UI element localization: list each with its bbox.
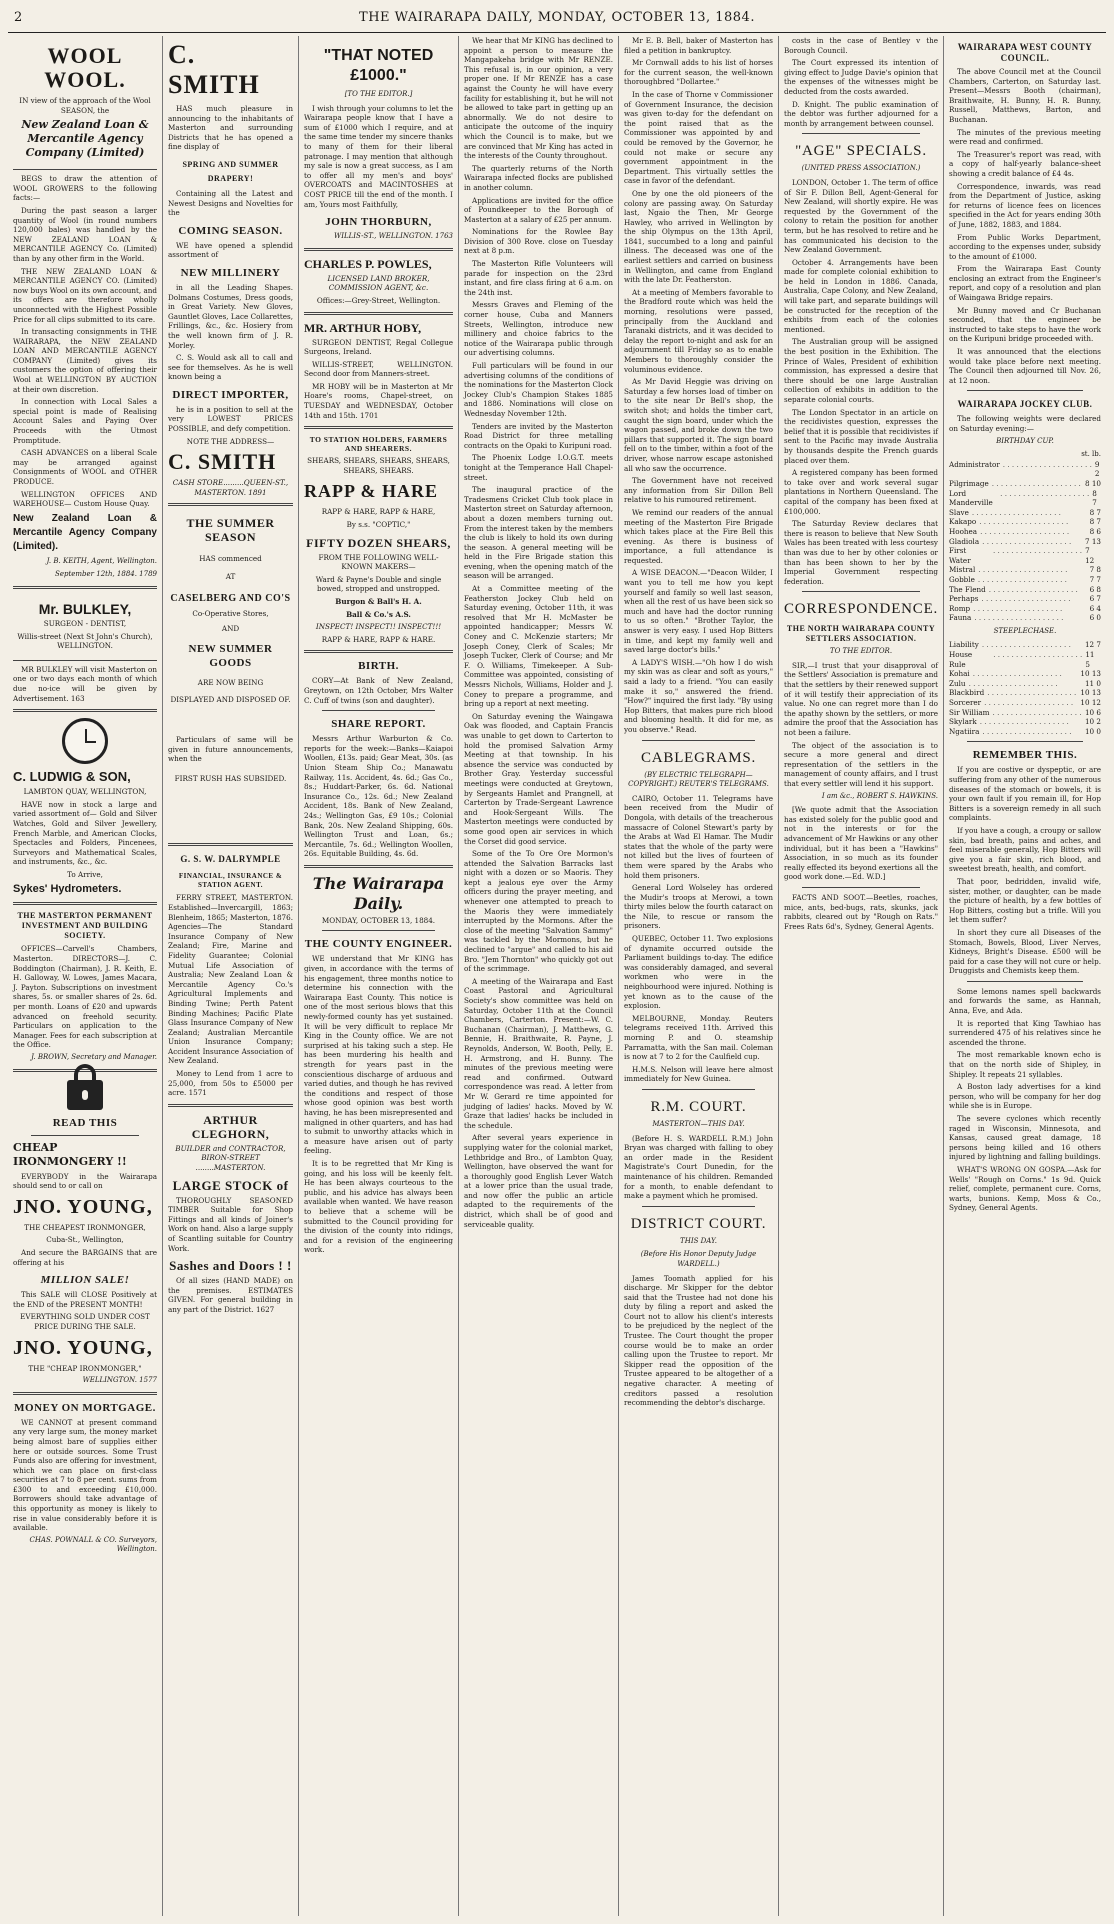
correspondence-title: CORRESPONDENCE. (784, 601, 939, 618)
wool-text: In transacting consignments in THE WAIRARAPA, the NEW ZEALAND LOAN AND MERCANTILE AGENCY COMPANY (Limited) gives its customers the option of offering their Wool at WELLINGTON BY AUCTION at their own discretion. (13, 327, 157, 394)
wool-title: WOOL WOOL. (44, 43, 126, 92)
horse-weight: 10 0 (1084, 726, 1101, 736)
weight-row: Romp . . . . . . . . . . . . . . . . . . . . 6 4 (949, 603, 1101, 613)
weight-row: Lord Manderville . . . . . . . . . . . . . . . . . . . . 8 7 (949, 489, 1101, 508)
remember-this-text: If you are costive or dyspeptic, or are suffering from any other of the numerous diseases of the stomach or bowels, it is your own fault if you remain ill, for Hop Bitters is a sovereign remedy in all such complaints. (949, 765, 1101, 823)
young-subtitle: THE "CHEAP IRONMONGER," (28, 1363, 142, 1373)
county-engineer-text: WE understand that Mr KING has given, in accordance with the terms of his engagement, three months notice to determine his connection with the Wairarapa East County. This notice is one of the most serious blows that this newly-formed county has yet sustained. It will be very difficult to replace Mr King in the County office. We are not surprised at his taking such a step. He has been murdering his health and strength for years past in the conscientious discharge of arduous and varied duties, and though he has revived the conditions and respect of those whose good opinion was best worth having, he has been misrepresented and maligned in other quarters, and has had to submit to unworthy attacks which in a measure have arisen out of party feeling. (304, 954, 453, 1156)
news-item: Mr E. B. Bell, baker of Masterton has filed a petition in bankruptcy. (624, 36, 773, 55)
horse-name: Sir William (949, 707, 990, 717)
weight-row: Kakapo . . . . . . . . . . . . . . . . . . . . 8 7 (949, 517, 1101, 527)
remember-this-title: REMEMBER THIS. (972, 749, 1078, 762)
correspondence-note: [We quote admit that the Association has existed solely for the public good and not in the interests or for the advancement of Mr Hawkins or any other individual, but it has been a "Hawkins" Association, in so much as its founder really effected its beyond exertions all the good work done.—Ed. W.D.] (784, 805, 938, 882)
county-council-text: The minutes of the previous meeting were read and confirmed. (949, 127, 1101, 147)
correspondence-text: SIR,—I trust that your disapproval of the Settlers' Association is premature and that the settlers by their renewed support of it will testify their appreciation of its value. No one can regret more than I do the apathy shown by the settlers, or more admire the proof that the Association has not been a failure. (784, 660, 938, 738)
news-item: In the case of Thorne v Commissioner of Government Insurance, the decision was given to-day for the defendant on the point raised that as the Commissioner was appointed by and could be removed by the Governor, he could not make or secure any government appointment in the Department. This virtually settles the case in favor of the defendant. (624, 89, 773, 186)
birthday-cup-title: BIRTHDAY CUP. (996, 436, 1054, 445)
horse-weight: 6 0 (1089, 613, 1101, 623)
horse-name: Kohai (949, 669, 970, 679)
steeplechase-table (949, 640, 1101, 736)
wool-text: In connection with Local Sales a special point is made of Realising Account Sales and Paying Over Proceeds with the Utmost Promptitude. (13, 397, 157, 445)
weights-unit: st. lb. (1081, 450, 1101, 459)
column-6 (778, 36, 943, 1916)
news-item: Nominations for the Rowlee Bay Division of 300 Rove. close on Tuesday next at 8 p.m. (464, 227, 613, 256)
county-council-text: The Treasurer's report was read, with a copy of half-yearly balance-sheet showing a credit balance of £4 4s. (949, 149, 1101, 178)
news-item: As Mr David Heggie was driving on Saturday a few horses load of timber on to the site near Dr Bell's shop, the switch shot; and holds the timber cart, caught the sign board, under which the wagon passed, and broke down the two pillars that supported it. The sign board fell on to the timber, within a foot of the driver, whose narrow escape astonished all who saw the occurrence. (624, 377, 773, 473)
horse-weight: 10 6 (1084, 707, 1101, 717)
rapp-hare-text: FROM THE FOLLOWING WELL-KNOWN MAKERS— (318, 552, 439, 572)
county-council-text: Correspondence, inwards, was read from the Department of Justice, asking for returns of licence fees on licences specified in the Act for years ending 30th of June, 1882, 1883, and 1884. (949, 181, 1101, 229)
newspaper-masthead (8, 6, 1106, 33)
horse-name: Administrator (949, 459, 1000, 469)
smith-drapery: SPRING AND SUMMER DRAPERY! (182, 159, 279, 183)
county-council-title: WAIRARAPA WEST COUNTY COUNCIL. (957, 42, 1093, 63)
district-court-text: James Toomath applied for his discharge. Mr Skipper for the debtor said that the Trustee had not done his duty by filing a report and asked the Court not to allow his client's interests to be prejudiced by the neglect of the Trustee. The Court thought the proper course would be to make an order calling upon the Trustee to report. Mr Skipper read the opposition of the Trustee appeared to be altogether of a negative character. A meeting of creditors passed a resolution recommending the debtor's discharge. (624, 1273, 773, 1408)
horse-weight: 11 5 (1085, 650, 1095, 669)
weight-row: Kohai . . . . . . . . . . . . . . . . . . . . 10 13 (949, 669, 1101, 679)
hoby-text: WILLIS-STREET, WELLINGTON. Second door from Manners-street. (304, 359, 453, 379)
horse-name: Skylark (949, 717, 977, 727)
horse-weight: 7 7 (1089, 574, 1101, 584)
noted-text: I wish through your columns to let the Wairarapa people know that I have a sum of £1000 which I require, and at the same time tender my sincere thanks to many of them for their liberal patronage. I may mention that although my sale is now a great success, as I am to offer all my men's and boys' OVERCOATS and MACINTOSHES at COST PRICE till the end of the month. I am, Yours most Faithfully, (304, 103, 453, 209)
county-council-text: It was announced that the elections would take place before next meeting. The Council then adjourned till Nov. 26, at 12 noon. (949, 347, 1101, 385)
weight-row: The Flend . . . . . . . . . . . . . . . . . . . . 6 8 (949, 584, 1101, 594)
smith-name: C. SMITH (168, 449, 277, 475)
wool-intro: IN view of the approach of the Wool SEASON, the (19, 96, 151, 115)
column-3 (298, 36, 458, 1916)
horse-name: Mistral (949, 565, 976, 575)
news-item: The severe cyclones which recently raged in Wisconsin, Minnesota, and Kansas, caused great damage, 18 persons being killed and 16 others injured by lightning and falling buildings. (949, 1114, 1101, 1162)
young-text: And secure the BARGAINS that are offering at his (13, 1247, 157, 1267)
shears-list: SHEARS, SHEARS, SHEARS, SHEARS, SHEARS, SHEARS. (307, 456, 450, 475)
weight-row: Sir William . . . . . . . . . . . . . . . . . . . . 10 6 (949, 707, 1101, 717)
weight-row: Perhaps . . . . . . . . . . . . . . . . . . . . 6 7 (949, 594, 1101, 604)
cablegram-item: MELBOURNE, Monday. Reuters telegrams received 11th. Arrived this morning P. and O. steamship Parramatta, with the San mail. Coleman is now at 7 to 2 for the Caulfield cup. (624, 1013, 773, 1062)
news-item: One by one the old pioneers of the colony are passing away. On Saturday last, Ngaio the Then, Mr George Hawley, who arrived in Wellington by the ship Olympus on the 13th April, 1841, succumbed to a long and painful illness. The deceased was one of the earliest settlers and carried on business in Wellington, and came from England with the late Dr. Featherston. (624, 188, 773, 285)
county-engineer-title: THE COUNTY ENGINEER. (304, 938, 453, 951)
horse-name: Lord Manderville (949, 488, 993, 508)
horse-weight: 11 0 (1084, 678, 1101, 688)
age-special-item: LONDON, October 1. The term of office of Sir F. Dillon Bell, Agent-General for New Zealand, will shortly expire. He was requested by the Government of the colony to retain the position for another term, but he has resolved to retire and he has communicated his decision to the New Zealand Government. (784, 177, 938, 255)
bulkley-advertisement (13, 595, 157, 661)
weight-row: Sorcerer . . . . . . . . . . . . . . . . . . . . 10 12 (949, 698, 1101, 708)
horse-name: Pilgrimage (949, 478, 989, 488)
dalrymple-text: FERRY STREET, MASTERTON. Established—Invercargill, 1863; Blenheim, 1865; Masterton, 1876. Agencies—The Standard Insurance Company of New Zealand; Fire, Marine and Fidelity Guarantee; Colonial Mutual Life Association of Australia; New Zealand Loan & Mercantile Agency Co.'s Agricultural Implements and Binding Twine; Perth Patent Binding Machines; Pacific Plate Glass Insurance Company of New Zealand; Australian Mercantile Union Insurance Company; Accident Insurance Association of New Zealand. (168, 893, 293, 1066)
county-council-text: The above Council met at the Council Chambers, Carterton, on Saturday last. Present—Messrs Booth (chairman), Braithwaite, H. Bunny, H. R. Bunny, Russell, Matthews, Barton, and Buchanan. (949, 67, 1101, 124)
ludwig-title: C. LUDWIG & SON, (13, 769, 131, 785)
horse-weight: 7 8 (1089, 565, 1101, 575)
rapp-hare-inspect: INSPECT! INSPECT!! INSPECT!!! (315, 622, 442, 632)
horse-weight: 8 7 (1089, 517, 1101, 527)
smith-season: COMING SEASON. (178, 224, 283, 237)
rm-court-title: R.M. COURT. (650, 1098, 747, 1115)
news-item: A Boston lady advertises for a kind person, who will be company for her dog while she is in Europe. (949, 1082, 1101, 1111)
news-item: The Court expressed its intention of giving effect to Judge Davie's opinion that the expenses of the witnesses might be deducted from the costs awarded. (784, 58, 938, 96)
cheap-ironmongery-title: CHEAP IRONMONGERY !! (13, 1140, 127, 1168)
jockey-club-intro: The following weights were declared on Saturday evening:— (949, 414, 1101, 433)
cablegram-item: CAIRO, October 11. Telegrams have been received from the Mudir of Dongola, with details of the treacherous massacre of Colonel Stewart's party by the Arabs at Wad El Hamar. The Mudir states that the whole of the party were not killed but the lives of fourteen of them were spared by the Arabs who hold them prisoners. (624, 793, 773, 880)
weight-row: Skylark . . . . . . . . . . . . . . . . . . . . 10 2 (949, 717, 1101, 727)
horse-weight: 9 2 (1094, 459, 1100, 479)
young-text: EVERYTHING SOLD UNDER COST PRICE DURING THE SALE. (20, 1312, 150, 1331)
horse-name: First Water (949, 546, 971, 565)
wool-text: CASH ADVANCES on a liberal Scale may be arranged against Consignments of WOOL and OTHER PRODUCE. (13, 448, 157, 486)
smith-text: WE have opened a splendid assortment of (168, 240, 293, 260)
news-item: Some of the To Ore Ore Mormon's attended the Salvation Barracks last night with a dozen or so Maoris. They kept a jealous eye over the Army officers during the prayer meeting, and whenever one attempted to preach to the Maoris they were immediately interrupted by the Mormons. After the close of the meeting "Salvation Sammy" was tackled by the Mormons, but he declined to "argue" and called to his aid Bro. "Jem Thornton" who quickly got out of the scrimmage. (464, 849, 613, 974)
smith-text: Containing all the Latest and Newest Designs and Novelties for the (168, 188, 293, 218)
dalrymple-loan: Money to Lend from 1 acre to 25,000, from 50s to £5000 per acre. 1571 (168, 1069, 293, 1098)
caselberg-and: AND (221, 624, 240, 634)
age-special-item: October 4. Arrangements have been made for complete colonial exhibition to be held in London in 1886. Canada, Australia, Cape Colony, and New Zealand, will take part, and separate buildings will be constructed for the reception of the exhibits from each of the colonies mentioned. (784, 257, 938, 334)
horse-name: Perhaps (949, 594, 979, 604)
correspondence-to: TO THE EDITOR. (829, 647, 893, 656)
cleghorn-title: ARTHUR CLEGHORN, (191, 1112, 270, 1141)
weight-row: Administrator . . . . . . . . . . . . . . . . . . . . 9 2 (949, 459, 1100, 479)
summer-at: AT (225, 572, 236, 582)
noted-title: "THAT NOTED £1000." (323, 47, 434, 84)
bulkley-text: MR BULKLEY will visit Masterton on one or two days each month of which due no-ice will be given by Advertisement. 163 (13, 664, 157, 703)
cheap-ironmongery-text: EVERYBODY in the Wairarapa should send to or call on (13, 1171, 157, 1191)
steeplechase-title: STEEPLECHASE. (993, 626, 1057, 635)
weight-row: Liability . . . . . . . . . . . . . . . . . . . . 12 7 (949, 640, 1101, 650)
news-item: Mr Cornwall adds to his list of horses for the current season, the well-known thoroughbred "Dollartee." (624, 58, 773, 87)
smith-title: C. SMITH (168, 40, 260, 99)
news-item: The quarterly returns of the North Wairarapa infected flocks are published in another column. (464, 163, 613, 192)
weight-row: Pilgrimage . . . . . . . . . . . . . . . . . . . . 8 10 (949, 478, 1101, 488)
ludwig-text: HAVE now in stock a large and varied assortment of— Gold and Silver Watches, Gold and Silver Jewellery, French Marble, and American Clocks, Spectacles and Folders, Pincenees, Surveyors and Mathematical Scales, and instruments, &c., &c. (13, 799, 157, 867)
cleghorn-sashes: Sashes and Doors ! ! (169, 1258, 292, 1274)
hoby-text: SURGEON DENTIST, Regal Collegue Surgeons, Ireland. (304, 337, 453, 357)
horse-name: Fauna (949, 613, 972, 623)
district-court-before: (Before His Honor Deputy Judge WARDELL.) (640, 1250, 757, 1268)
horse-name: Liability (949, 640, 979, 650)
summer-text: HAS commenced (199, 554, 262, 564)
horse-name: Sorcerer (949, 698, 982, 708)
young-name: JNO. YOUNG, (13, 1195, 153, 1218)
money-title: MONEY ON MORTGAGE. (14, 1401, 156, 1414)
horse-weight: 6 7 (1089, 594, 1101, 604)
wool-advertisement (13, 36, 157, 170)
page-number: 2 (14, 10, 23, 25)
horse-weight: 12 7 (1084, 640, 1101, 650)
young-name: JNO. YOUNG, (13, 1336, 153, 1359)
young-sale: MILLION SALE! (40, 1274, 130, 1287)
birth-title: BIRTH. (358, 660, 399, 673)
rapp-hare-subtitle: RAPP & HARE, RAPP & HARE, (321, 507, 436, 517)
birth-text: CORY—At Bank of New Zealand, Greytown, on 12th October, Mrs Walter C. Cuff of twins (son and daughter). (304, 676, 453, 705)
wool-firm: New Zealand Loan & Mercantile Agency Company (Limited) (21, 118, 149, 160)
young-subtitle: THE CHEAPEST IRONMONGER, (24, 1222, 146, 1232)
rapp-hare-title: RAPP & HARE (304, 481, 438, 502)
remember-this-text: If you have a cough, a croupy or sallow skin, bad breath, pains and aches, and feel miserable generally, Hop Bitters will give you a fair skin, rich blood, and sweetest breath, health, and comfort. (949, 825, 1101, 874)
powles-title: CHARLES P. POWLES, (304, 256, 432, 271)
wool-signature: J. B. KEITH, Agent, Wellington. (46, 556, 157, 565)
news-item: A WISE DEACON.—"Deacon Wilder, I want you to tell me how you kept yourself and family so well last season, when all the rest of us have been sick so much and have had the doctor running to us so often." "Brother Taylor, the answer is very easy. I used Hop Bitters in time, and kept my family well and saved large doctor's bills." (624, 568, 773, 655)
age-special-item: A registered company has been formed to take over and work several sugar plantations in Northern Queensland. The capital of the company has been fixed at £100,000. (784, 468, 938, 516)
horse-name: The Flend (949, 584, 986, 594)
news-item: At a meeting of Members favorable to the Bradford route which was held the morning, resolutions were passed, principally from the Auckland and Taranaki districts, and it was decided to delay the report to-night and ask for an adjournment till Friday so as to enable Members to thoroughly consider the voluminous evidence. (624, 287, 773, 374)
newspaper-date: MONDAY, OCTOBER 13, 1884. (321, 915, 436, 925)
horse-name: Slave (949, 507, 969, 517)
rapp-hare-text: By s.s. "COPTIC," (346, 520, 411, 530)
weight-row: Mistral . . . . . . . . . . . . . . . . . . . . 7 8 (949, 565, 1101, 575)
masthead-title: THE WAIRARAPA DAILY, MONDAY, OCTOBER 13, 1884. (359, 10, 755, 25)
county-engineer-text: It is to be regretted that Mr King is going, and his loss will be keenly felt. He has been always courteous to the public, and his advice has always been available when wanted. We have reason to believe that a scheme will be submitted to the Council providing for the division of the county into ridings, and for a revision of the engineering work. (304, 1158, 453, 1255)
news-item: WHAT'S WRONG ON GOSPA.—Ask for Wells' "Rough on Corns." 1s 9d. Quick relief, complete, permanent cure. Corns, warts, bunions. Kemp, Moss & Co., Sydney, General Agents. (949, 1164, 1101, 1213)
watch-icon (62, 718, 108, 764)
money-signature: CHAS. POWNALL & CO. Surveyors, Wellington. (29, 1535, 157, 1554)
horse-name: Zulu (949, 678, 966, 688)
rapp-hare-footer: RAPP & HARE, RAPP & HARE. (321, 634, 436, 644)
smith-text: HAS much pleasure in announcing to the inhabitants of Masterton and surrounding Districts that he has opened a fine display of (168, 104, 293, 152)
age-special-item: The London Spectator in an article on the recidivistes question, expresses the belief that it is possible that recidivistes if sent to the Pacific may invade Australia by thousands despite the French guards placed over them. (784, 407, 938, 465)
mpib-title: THE MASTERTON PERMANENT INVESTMENT AND BUILDING SOCIETY. (17, 911, 153, 941)
remember-this-text: That poor, bedridden, invalid wife, sister, mother, or daughter, can be made the picture of health, by a few bottles of Hop Bitters, costing but a trifle. Will you let them suffer? (949, 876, 1101, 925)
horse-name: Gobble (949, 574, 975, 584)
horse-weight: 8 6 (1089, 526, 1101, 536)
wool-text: BEGS to draw the attention of WOOL GROWERS to the following facts:— (13, 174, 157, 203)
horse-name: Kakapo (949, 517, 977, 527)
smith-direct-importer: DIRECT IMPORTER, (172, 388, 289, 401)
news-item: We remind our readers of the annual meeting of the Masterton Fire Brigade which takes place at the Fire Bell this evening. As there is business of importance, a full attendance is requested. (624, 507, 773, 565)
smith-address-note: NOTE THE ADDRESS— (186, 436, 275, 446)
horse-weight: 10 13 (1080, 669, 1101, 679)
rapp-hare-makers: Ward & Payne's Double and single bowed, stropped and unstropped. (315, 574, 442, 594)
wool-text: THE NEW ZEALAND LOAN & MERCANTILE AGENCY CO. (Limited) now buys Wool on its own account, and its offers are therefore wholly unconnected with the Highest Possible Price for all clips submitted to its care. (13, 266, 157, 324)
wool-text: During the past season a larger quantity of Wool (in round numbers 120,000 bales) was handled by the NEW ZEALAND LOAN & MERCANTILE AGENCY Co. (Limited) than by any other firm in the World. (13, 205, 157, 263)
column-1 (8, 36, 162, 1916)
wool-address: WELLINGTON OFFICES AND WAREHOUSE— Custom House Quay. (13, 489, 157, 509)
noted-address: WILLIS-ST., WELLINGTON. 1763 (334, 232, 453, 241)
caselberg-text: DISPLAYED AND DISPOSED OF. (170, 695, 291, 705)
rapp-hare-makers: Burgon & Ball's H. A. (335, 597, 422, 606)
share-report-text: Messrs Arthur Warburton & Co. reports for the week:—Banks—Kaiapoi Woollen, £13s. paid; Gear Meat, 30s. (as Union Steam Ship Co.; Manawatu Railway, 11s. Accident, 4s. 6d.; Gas Co., 8s.; Huddart-Parker, 6s. 6d. National Insurance Co., 12s. 6d.; New Zealand Accident, 18s. Bank of New Zealand, 24s.; Wellington Gas, £9 10s.; Colonial Bank, 20s. New Zealand Shipping, 60s. Wellington Trust and Loan, 6s.; Mercantile, 7s. 6d.; Wellington Woollen, 26s. Equitable Building, 4s. 6d. (304, 734, 453, 859)
wool-date: September 12th, 1884. 1789 (55, 570, 157, 579)
young-address: Cuba-St., Wellington, (46, 1235, 124, 1245)
column-7 (943, 36, 1106, 1916)
ludwig-footer: Sykes' Hydrometers. (13, 883, 122, 896)
weight-row: Gladiola . . . . . . . . . . . . . . . . . . . . 7 13 (949, 536, 1101, 546)
shears-title: TO STATION HOLDERS, FARMERS AND SHEARERS. (309, 435, 448, 454)
young-text: This SALE will CLOSE Positively at the END of the PRESENT MONTH! (13, 1290, 157, 1309)
horse-name: Hoohea (949, 526, 978, 536)
cablegrams-title: CABLEGRAMS. (640, 749, 757, 766)
district-court-subtitle: THIS DAY. (680, 1236, 717, 1245)
county-council-text: From Public Works Department, according to the expenses under, subsidy to the amount of £1000. (949, 232, 1101, 261)
mpib-signature: J. BROWN, Secretary and Manager. (31, 1053, 157, 1061)
cablegram-item: General Lord Wolseley has ordered the Mudir's troops at Merowi, a town thirty miles below the fourth cataract on the Nile, to rescue or ransom the prisoners. (624, 883, 773, 931)
horse-weight: 10 2 (1084, 717, 1101, 727)
facts-item: FACTS AND SOOT.—Beetles, roaches, mice, ants, bed-bugs, rats, skunks, jack rabbits, cleared out by "Rough on Rats." Frees Rats 6d's, Sydney, General Agents. (784, 892, 938, 931)
county-council-text: From the Wairarapa East County enclosing an extract from the Engineer's report, and copy of a resolution and plan of Waingawa Bridge repairs. (949, 264, 1101, 303)
news-item: Full particulars will be found in our advertising columns of the conditions of the nominations for the Masterton Clock Jockey Club's Champion Stakes 1885 and 1886. Nominations will close on Wednesday November 12th. (464, 361, 613, 418)
cablegram-item: QUEBEC, October 11. Two explosions of dynamite occurred outside the Parliament buildings to-day. The edifice was considerably damaged, and several workmen who were in the neighbourhood were injured. Nothing is yet known as to the cause of the explosion. (624, 934, 773, 1011)
age-special-item: The Australian group will be assigned the best position in the Exhibition. The Prince of Wales, President of exhibition commission, has expressed a desire that there should be one large Australian collection of exhibits in addition to the separate colonial courts. (784, 337, 938, 404)
news-item: Some lemons names spell backwards and forwards the same, as Hannah, Anna, Eve, and Ada. (949, 986, 1101, 1016)
news-item: A meeting of the Wairarapa and East Coast Pastoral and Agricultural Society's show committee was held on Saturday, October 11th at the Council Chambers, Carterton. Present:—W. C. Buchanan (Chairman), J. Matthews, G. Bennie, H. Braithwaite, R. Payne, J. Reynolds, Anderson, W. Booth, Pelly, E. H. Armstrong, and H. Bunny. The minutes of the previous meeting were read and confirmed. Outward correspondence was read. A letter from Mr W. Gerard re time appointed for judging of ladies' hacks. Moved by W. Graze that ladies' hacks be included in the schedule. (464, 976, 613, 1130)
cleghorn-text: Of all sizes (HAND MADE) on the premises. ESTIMATES GIVEN. For general building in any part of the District. 1627 (168, 1276, 293, 1314)
horse-name: Romp (949, 603, 971, 613)
news-item: Applications are invited for the office of Poundkeeper to the Borough of Masterton at a salary of £25 per annum. (464, 195, 613, 224)
age-special-item: The Saturday Review declares that there is reason to believe that New South Wales has been treated with less courtesy than was due to her by other colonies or than has been shown to her by the Imperial Government respecting federation. (784, 519, 938, 586)
column-5 (618, 36, 778, 1916)
powles-subtitle: LICENSED LAND BROKER, COMMISSION AGENT, &c. (327, 273, 430, 293)
bulkley-title: Mr. BULKLEY, (38, 600, 132, 617)
news-item: After several years experience in supplying water for the colonial market, Lethbridge and Bro., of Lambton Quay, Wellington, have observed the want for a thoroughly good English Lever Watch at a lower price than the usual trade, and now offer the public an article adapted to the requirements of the district, which shall be of good and serviceable quality. (464, 1133, 613, 1229)
caselberg-subtitle: Co-Operative Stores, (192, 608, 269, 618)
bulkley-address: Willis-street (Next St John's Church), WELLINGTON. (17, 631, 153, 651)
caselberg-text: ARE NOW BEING (197, 677, 264, 687)
caselberg-text: Particulars of same will be given in future announcements, when the (168, 735, 293, 764)
horse-weight: 8 7 (1089, 507, 1101, 517)
horse-weight: 7 12 (1085, 546, 1095, 565)
weight-row: House Rule . . . . . . . . . . . . . . . . . . . . 11 5 (949, 650, 1101, 669)
news-item: The Masterton Rifle Volunteers will parade for inspection on the 23rd instant, and fire class firing at 6 a.m. on the 24th inst. (464, 259, 613, 297)
horse-weight: 8 10 (1084, 478, 1101, 488)
weight-row: Ngatiira . . . . . . . . . . . . . . . . . . . . 10 0 (949, 726, 1101, 736)
powles-address: Offices:—Grey-Street, Wellington. (316, 295, 441, 305)
newspaper-nameplate: The Wairarapa Daily. (312, 873, 445, 913)
noted-signature: JOHN THORBURN, (325, 216, 432, 229)
horse-weight: 10 12 (1080, 698, 1101, 708)
smith-text: he is in a position to sell at the very LOWEST PRICES POSSIBLE, and defy competition. (168, 404, 293, 434)
county-council-text: Mr Bunny moved and Cr Buchanan seconded, that the engineer be instructed to take steps to have the work on the Kuripuni bridge proceeded with. (949, 305, 1101, 344)
smith-footer: CASH STORE.........QUEEN-ST., MASTERTON. 1891 (172, 478, 289, 497)
bulkley-subtitle: SURGEON - DENTIST, (43, 618, 127, 628)
weight-row: Gobble . . . . . . . . . . . . . . . . . . . . 7 7 (949, 574, 1101, 584)
smith-text: in all the Leading Shapes. Dolmans Costumes, Dress goods, in Great Variety. New Gloves, Gauntlet Gloves, Lace Collarettes, Frillings, &c., &c. Hosiery from the well known firm of J. R. Morley. (168, 282, 293, 350)
cablegrams-subtitle: (BY ELECTRIC TELEGRAPH—COPYRIGHT.) REUTER'S TELEGRAMS. (628, 770, 769, 789)
cablegram-item: H.M.S. Nelson will leave here almost immediately for New Guinea. (624, 1064, 773, 1084)
news-item: D. Knight. The public examination of the debtor was further adjourned for a month by arrangement between counsel. (784, 99, 938, 128)
news-item: We hear that Mr KING has declined to appoint a person to measure the Mangapakeha bridge with Mr RENZE. This refusal is, in our opinion, a very proper one. If Mr RENZE has a case against the County he will have every facility for establishing it, but he will not be allowed to take part in getting up an abnormally. We do not desire to anticipate the outcome of the inquiry which the Council is to make, but we are convinced that Mr King has acted in the interests of the County throughout. (464, 36, 613, 161)
ludwig-arrive: To Arrive, (67, 869, 103, 879)
news-item: It is reported that King Tawhiao has surrendered 475 of his relatives since he ascended the throne. (949, 1018, 1101, 1047)
cleghorn-subtitle: BUILDER and CONTRACTOR, BIRON-STREET ........MASTERTON. (175, 1143, 286, 1173)
hoby-title: MR. ARTHUR HOBY, (304, 320, 422, 335)
horse-name: House Rule (949, 650, 973, 669)
column-2 (162, 36, 298, 1916)
horse-name: Blackbird (949, 688, 985, 698)
horse-name: Ngatiira (949, 726, 980, 736)
weight-row: Slave . . . . . . . . . . . . . . . . . . . . 8 7 (949, 507, 1101, 517)
column-4 (458, 36, 618, 1916)
weight-row: Hoohea . . . . . . . . . . . . . . . . . . . . 8 6 (949, 526, 1101, 536)
caselberg-title: CASELBERG AND CO'S (170, 592, 291, 604)
weight-row: Zulu . . . . . . . . . . . . . . . . . . . . 11 0 (949, 678, 1101, 688)
noted-to-editor: [TO THE EDITOR.] (344, 90, 413, 98)
correspondence-signature: I am &c., ROBERT S. HAWKINS. (821, 791, 938, 800)
news-item: A LADY'S WISH.—"Oh how I do wish my skin was as clear and soft as yours," said a lady to a friend. "You can easily make it so," answered the friend. "How?" inquired the first lady. "By using Hop Bitters, that makes pure rich blood and blooming health. It did for me, as you observe." Read. (624, 657, 773, 734)
share-report-title: SHARE REPORT. (331, 718, 426, 731)
smith-text: C. S. Would ask all to call and see for themselves. As he is well known being a (168, 353, 293, 382)
horse-weight: 10 13 (1080, 688, 1101, 698)
horse-weight: 7 13 (1084, 536, 1101, 546)
news-item: Tenders are invited by the Masterton Road District for three metalling contracts on the Opaki to Kuripuni road. (464, 421, 613, 450)
rm-court-subtitle: MASTERTON—THIS DAY. (652, 1119, 745, 1128)
age-specials-subtitle: (UNITED PRESS ASSOCIATION.) (801, 164, 921, 173)
news-item: On Saturday evening the Waingawa Oak was flooded, and Captain Francis was unable to get down to Carterton to hold the promised Salvation Army Meeting at that township. In his absence the service was conducted by Brother Gray. Yesterday successful meetings were conducted at Greytown, by Sergeants Hamlet and Prangnell, at Carterton by Trade-Sergeant Lawrence and Hook-Sergeant Wills. The Masterton meetings were conducted by some good open air services in which the Corset did good service. (464, 711, 613, 846)
correspondence-text: The object of the association is to secure a more general and direct representation of the settlers in the management of county affairs, and I trust that every settler will lend it his support. (784, 740, 938, 788)
wool-signature-firm: New Zealand Loan & Mercantile Agency Company (Limited). (13, 512, 157, 552)
hoby-text: MR HOBY will be in Masterton at Mr Hoare's rooms, Chapel-street, on TUESDAY and WEDNESDAY, October 14th and 15th. 1701 (304, 381, 453, 420)
weight-row: Fauna . . . . . . . . . . . . . . . . . . . . 6 0 (949, 613, 1101, 623)
news-item: The Government have not received any information from Sir Dillon Bell relative to his rumoured retirement. (624, 476, 773, 505)
horse-weight: 8 7 (1092, 488, 1097, 508)
weight-row: Blackbird . . . . . . . . . . . . . . . . . . . . 10 13 (949, 688, 1101, 698)
news-item: The Phoenix Lodge I.O.G.T. meets tonight at the Temperance Hall Chapel-street. (464, 453, 613, 482)
news-item: The most remarkable known echo is that on the north side of Shipley, in Shipley. It repeats 21 syllables. (949, 1050, 1101, 1079)
news-item: At a Committee meeting of the Featherston Jockey Club held on Saturday evening, October 11th, it was resolved that Mr H. McMaster be appointed handicapper; Messrs W. Coney and C. McKenzie starters; Mr Joseph Coney, Clerk of Scales; Mr Joseph Tucker, Clerk of Course; and Mr F. O. Williams, Timekeeper. A Sub-Committee was appointed, consisting of Messrs Nichols, Williams, Holder and J. Coney to prepare a programme, and bring up a report at next meeting. (464, 584, 613, 709)
fifty-dozen-shears: FIFTY DOZEN SHEARS, (306, 535, 451, 550)
ludwig-address: LAMBTON QUAY, WELLINGTON, (23, 787, 147, 797)
read-this-title: READ THIS (52, 1116, 118, 1129)
cleghorn-stock: LARGE STOCK of (172, 1177, 289, 1193)
remember-this-text: In short they cure all Diseases of the Stomach, Bowels, Blood, Liver Nerves, Kidneys, Bright's Disease. £500 will be paid for a case they will not cure or help. Druggists and Chemists keep them. (949, 927, 1101, 976)
weight-row: First Water . . . . . . . . . . . . . . . . . . . . 7 12 (949, 546, 1101, 565)
horse-weight: 6 8 (1089, 584, 1101, 594)
horse-weight: 6 4 (1089, 603, 1101, 613)
summer-title: THE SUMMER SEASON (186, 516, 275, 545)
new-summer-goods: NEW SUMMER GOODS (188, 642, 273, 669)
birthday-cup-table (949, 460, 1101, 623)
dalrymple-subtitle: FINANCIAL, INSURANCE & STATION AGENT. (178, 872, 283, 890)
age-specials-title: "AGE" SPECIALS. (795, 143, 927, 160)
young-address: WELLINGTON. 1577 (82, 1376, 157, 1385)
district-court-title: DISTRICT COURT. (630, 1215, 767, 1232)
rapp-hare-makers: Ball & Co.'s A.S. (346, 609, 411, 619)
correspondence-subtitle: THE NORTH WAIRARAPA COUNTY SETTLERS ASSOCIATION. (786, 624, 936, 644)
news-item: The inaugural practice of the Tradesmens Cricket Club took place in Masterton street on Saturday afternoon, about a dozen members turning out. From the interest taken by the members the club is likely to hold its own during the season. A general meeting will be held in the Fire Brigade station this evening, when the opening match of the season will be arranged. (464, 485, 613, 581)
rm-court-text: (Before H. S. WARDELL R.M.) John Bryan was charged with falling to obey an order made in the Resident Magistrate's Court Dunedin, for the maintenance of his children. Remanded for a month, to enable defendant to make a payment which he promised. (624, 1133, 773, 1201)
money-text: WE CANNOT at present command any very large sum, the money market being almost bare of supplies either here or outside sources. Some Trust Funds also are offering for investment, which we can place on first-class securities at 7 to 8 per cent. sums from £300 to and exceeding £10,000. Borrowers should take advantage of this opportunity as money is likely to rise in value considerably before it is available. (13, 1417, 157, 1533)
smith-millinery: NEW MILLINERY (180, 266, 281, 279)
jockey-club-title: WAIRARAPA JOCKEY CLUB. (957, 399, 1093, 410)
mpib-text: OFFICES—Carvell's Chambers, Masterton. DIRECTORS—J. C. Boddington (Chairman), J. R. Keith, E. H. Galloway, W. Lowes, James Macara, J. Payton. Subscriptions on investment shares, 5s. or smaller shares of 2s. 6d. per month. Loans of £20 and upwards advanced on freehold security. Particulars on application to the Manager. Fees for each subscription at the Office. (13, 944, 157, 1050)
caselberg-text: FIRST RUSH HAS SUBSIDED. (174, 773, 287, 783)
horse-name: Gladiola (949, 536, 980, 546)
dalrymple-title: G. S. W. DALRYMPLE (180, 854, 281, 865)
padlock-icon (67, 1080, 103, 1110)
cleghorn-text: THOROUGHLY SEASONED TIMBER Suitable for Shop Fittings and all kinds of Joiner's Work on hand. Also a large supply of Scantling suitable for Country Work. (168, 1195, 293, 1253)
news-item: Messrs Graves and Fleming of the corner house, Cuba and Manners Streets, Wellington, introduce new millinery and choice fabrics to the notice of the Wairarapa public through our advertising columns. (464, 300, 613, 358)
news-item: costs in the case of Bentley v the Borough Council. (784, 36, 938, 55)
